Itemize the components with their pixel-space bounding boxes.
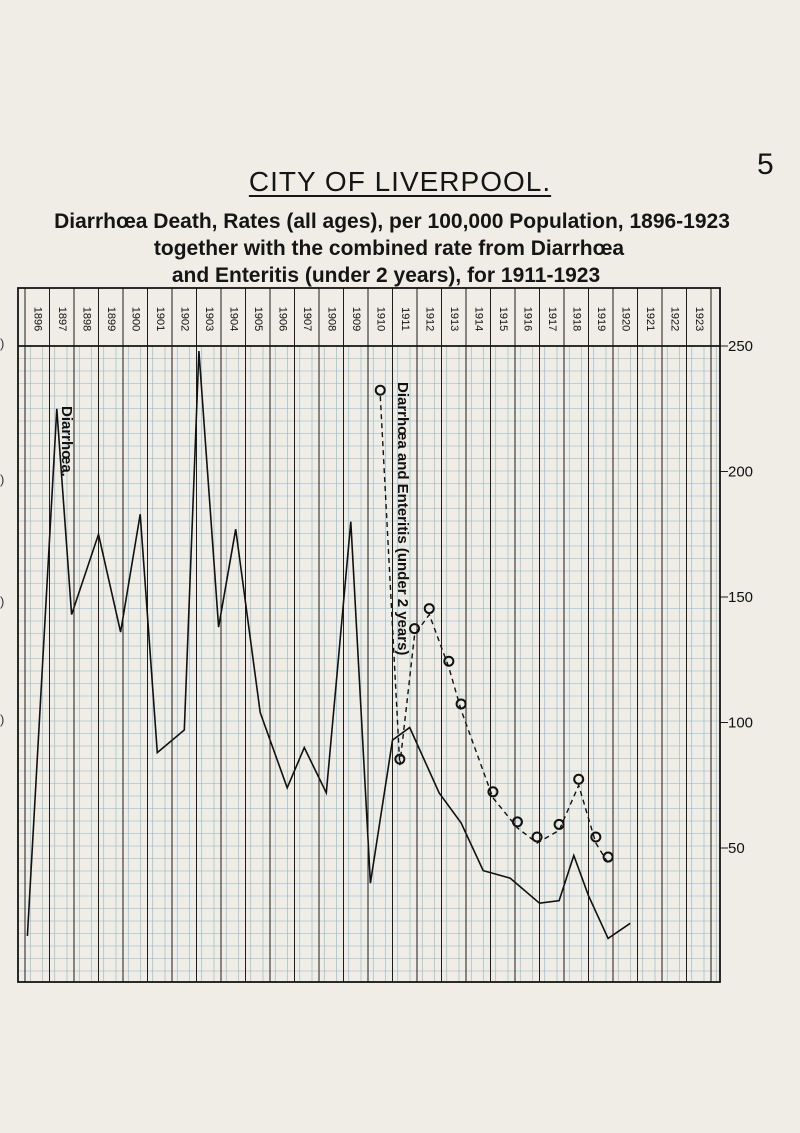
binding-mark: ): [0, 594, 5, 609]
x-tick-label: 1904: [227, 306, 240, 332]
x-tick-label: 1921: [643, 306, 656, 332]
binding-mark: ): [0, 336, 5, 351]
binding-mark: ): [0, 472, 5, 487]
subtitle-line-2: together with the combined rate from Diarrhœa: [153, 237, 625, 260]
page-title-text: CITY OF LIVERPOOL.: [248, 166, 552, 197]
x-tick-label: 1913: [447, 306, 460, 332]
x-tick-label: 1916: [521, 306, 534, 332]
data-point-marker: [488, 787, 497, 796]
x-tick-label: 1907: [300, 306, 313, 332]
y-tick-label: 200: [728, 463, 754, 481]
page-number: 5: [757, 148, 774, 181]
x-tick-label: 1899: [104, 306, 117, 332]
data-point-marker: [604, 853, 613, 862]
data-point-marker: [376, 386, 385, 395]
y-tick-label: 150: [728, 589, 754, 606]
data-point-marker: [591, 832, 600, 841]
x-tick-label: 1909: [349, 306, 362, 332]
x-tick-label: 1896: [31, 306, 44, 332]
x-tick-label: 1917: [545, 306, 558, 332]
subtitle-line-3: and Enteritis (under 2 years), for 1911-1923: [171, 264, 601, 287]
series-label-diarrhoea: Diarrhœa.: [58, 406, 75, 477]
y-tick-label: 100: [728, 714, 754, 732]
data-point-marker: [457, 699, 466, 708]
data-point-marker: [574, 775, 583, 784]
x-tick-label: 1914: [472, 306, 485, 332]
x-tick-label: 1918: [570, 306, 583, 332]
x-tick-label: 1901: [153, 306, 166, 332]
x-tick-label: 1920: [619, 306, 632, 332]
data-point-marker: [533, 832, 542, 841]
x-tick-label: 1900: [129, 306, 142, 332]
annotations: [58, 382, 411, 655]
x-tick-label: 1915: [496, 306, 509, 332]
x-tick-label: 1905: [251, 306, 264, 332]
y-tick-label: 250: [728, 338, 754, 355]
y-tick-label: 50: [728, 840, 745, 857]
x-tick-label: 1923: [692, 306, 705, 332]
binding-mark: ): [0, 712, 5, 727]
x-tick-label: 1898: [80, 306, 93, 332]
x-tick-label: 1903: [202, 306, 215, 332]
diarrhoea-enteritis-series-line: [380, 396, 608, 863]
x-tick-label: 1897: [55, 306, 68, 332]
x-tick-label: 1908: [325, 306, 338, 332]
subtitle-line-1: Diarrhœa Death, Rates (all ages), per 100,000 Population, 1896-1923: [54, 210, 730, 233]
data-point-marker: [513, 817, 522, 826]
y-axis: [720, 338, 753, 857]
series-label-diarrhoea-enteritis: Diarrhœa and Enteritis (under 2 years): [394, 382, 411, 656]
x-tick-label: 1912: [423, 306, 436, 332]
x-tick-label: 1911: [398, 307, 411, 331]
x-tick-label: 1902: [178, 306, 191, 332]
x-tick-label: 1910: [374, 306, 387, 332]
x-tick-label: 1922: [668, 306, 681, 332]
x-tick-label: 1906: [276, 306, 289, 332]
data-point-marker: [444, 657, 453, 666]
x-tick-label: 1919: [594, 306, 607, 332]
year-columns: [25, 288, 711, 982]
